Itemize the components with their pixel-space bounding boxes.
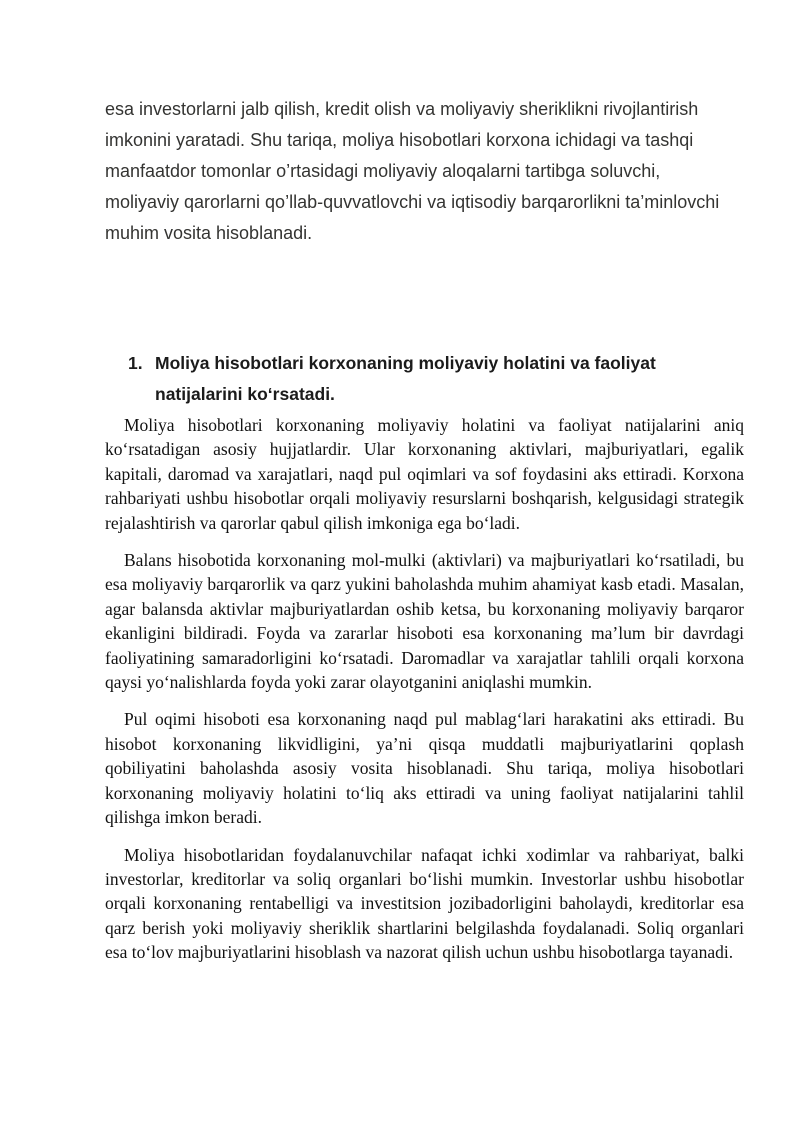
paragraph-4: Moliya hisobotlaridan foydalanuvchilar nafaqat ichki xodimlar va rahbariyat, balki investorlar, kreditorlar va soliq organlari boʻlishi mumkin. Investorlar ushbu hisobotlar orqali korxonaning rentabelligi va investitsion jozibadorligini baholaydi, kreditorlar esa qarz berish yoki moliyaviy sheriklik shartlarini belgilashda foydalanadi. Soliq organlari esa toʻlov majburiyatlarini hisoblash va nazorat qilish uchun ushbu hisobotlarga tayanadi. xyxy=(105,844,744,963)
heading-number: 1. xyxy=(128,353,143,373)
paragraph-2: Balans hisobotida korxonaning mol-mulki (aktivlari) va majburiyatlari koʻrsatiladi, bu esa moliyaviy barqarorlik va qarz yukini baholashda muhim ahamiyat kasb etadi. Masalan, agar balansda aktivlar majburiyatlardan oshib ketsa, bu korxonaning moliyaviy barqaror ekanligini bildiradi. Foyda va zararlar hisoboti esa korxonaning ma’lum bir davrdagi faoliyatining samaradorligini koʻrsatadi. Daromadlar va xarajatlar tahlili orqali korxona qaysi yoʻnalishlarda foyda yoki zarar olayotganini aniqlashi mumkin. xyxy=(105,550,744,693)
paragraph-1: Moliya hisobotlari korxonaning moliyaviy holatini va faoliyat natijalarini aniq koʻrsatadigan asosiy hujjatlardir. Ular korxonaning aktivlari, majburiyatlari, egalik kapitali, daromad va xarajatlari, naqd pul oqimlari va sof foydasini aks ettiradi. Korxona rahbariyati ushbu hisobotlar orqali moliyaviy resurslarni boshqarish, kelgusidagi strategik rejalashtirish va qarorlar qabul qilish imkoniga ega boʻladi. xyxy=(105,415,744,533)
section-heading xyxy=(128,348,740,410)
intro-paragraph: esa investorlarni jalb qilish, kredit olish va moliyaviy sheriklikni rivojlantirish imkonini yaratadi. Shu tariqa, moliya hisobotlari korxona ichidagi va tashqi manfaatdor tomonlar o’rtasidagi moliyaviy aloqalarni tartibga soluvchi, moliyaviy qarorlarni qo’llab-quvvatlovchi va iqtisodiy barqarorlikni ta’minlovchi muhim vosita hisoblanadi. xyxy=(105,99,720,243)
document-body xyxy=(105,413,744,978)
paragraph-3: Pul oqimi hisoboti esa korxonaning naqd pul mablagʻlari harakatini aks ettiradi. Bu hisobot korxonaning likvidligini, ya’ni qisqa muddatli majburiyatlarini qoplash qobiliyatini baholashda asosiy vosita hisoblanadi. Shu tariqa, moliya hisobotlari korxonaning moliyaviy holatini toʻliq aks ettiradi va uning faoliyat natijalarini tahlil qilishga imkon beradi. xyxy=(105,709,744,828)
heading-text: Moliya hisobotlari korxonaning moliyaviy holatini va faoliyat natijalarini koʻrsatadi. xyxy=(155,353,656,404)
